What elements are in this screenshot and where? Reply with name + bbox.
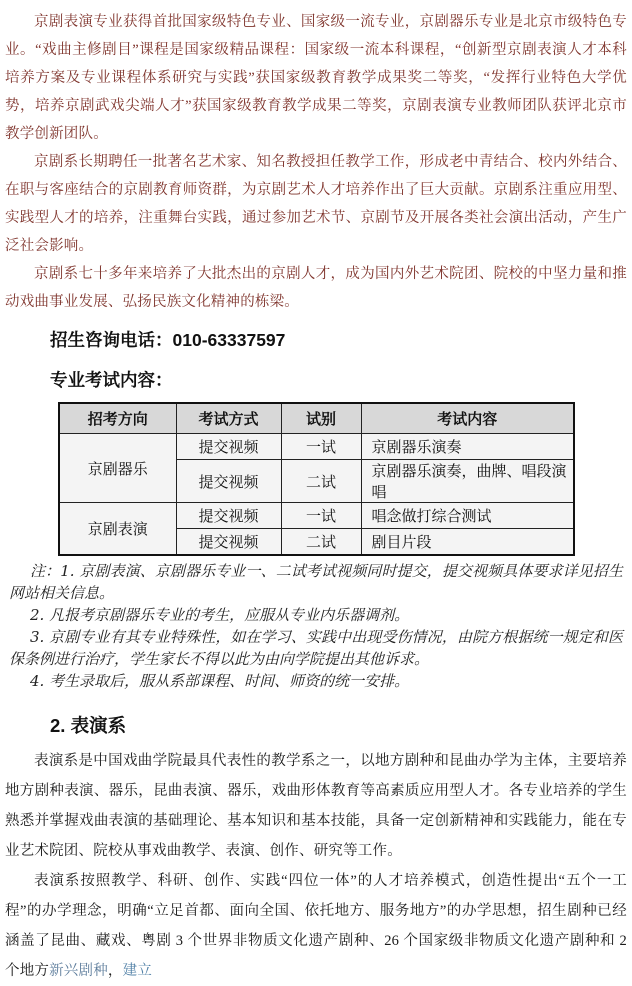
section2-paragraph-2 (5, 866, 627, 986)
note-item-1: 注：1. 京剧表演、京剧器乐专业一、二试考试视频同时提交，提交视频具体要求详见招生网站相关信息。 (9, 562, 623, 602)
header-content: 考试内容 (361, 403, 574, 434)
exam-table (58, 402, 575, 556)
section2-paragraph-2-comma: ， (107, 963, 123, 979)
highlighted-tail-text: 建立 (122, 963, 153, 979)
intro-paragraph-2: 京剧系长期聘任一批著名艺术家、知名教授担任教学工作，形成老中青结合、校内外结合、在职与客座结合的京剧教育师资群，为京剧艺术人才培养作出了巨大贡献。京剧系注重应用型、实践型人才的培养，注重舞台实践，通过参加艺术节、京剧节及开展各类社会演出活动，产生广泛社会影响。 (5, 154, 627, 254)
notes-block (9, 560, 623, 692)
content-cell: 唱念做打综合测试 (361, 503, 574, 529)
header-round: 试别 (281, 403, 361, 434)
round-cell: 一试 (281, 434, 361, 460)
table-row (59, 434, 574, 460)
mode-cell: 提交视频 (176, 434, 281, 460)
admissions-phone-line: 招生咨询电话：010-63337597 (50, 330, 286, 350)
section2-paragraph-2-main: 表演系按照教学、科研、创作、实践“四位一体”的人才培养模式，创造性提出“五个一工程”的办学理念，明确“立足首都、面向全国、依托地方、服务地方”的办学思想，招生剧种已经涵盖了昆曲、藏戏、粤剧 3 个世界非物质文化遗产剧种、26 个国家级非物质文化遗产剧种和 2 个地方 (5, 873, 627, 979)
highlighted-text: 新兴剧种 (49, 963, 108, 979)
direction-cell: 京剧表演 (59, 503, 176, 556)
note-item-4: 4. 考生录取后，服从系部课程、时间、师资的统一安排。 (30, 672, 410, 690)
header-direction: 招考方向 (59, 403, 176, 434)
note-item-2: 2. 凡报考京剧器乐专业的考生，应服从专业内乐器调剂。 (30, 606, 410, 624)
content-cell: 京剧器乐演奏，曲牌、唱段演唱 (361, 460, 574, 503)
exam-table-header-row (59, 403, 574, 434)
table-row (59, 503, 574, 529)
intro-paragraph-1: 京剧表演专业获得首批国家级特色专业、国家级一流专业，京剧器乐专业是北京市级特色专业。“戏曲主修剧目”课程是国家级精品课程：国家级一流本科课程，“创新型京剧表演人才本科培养方案及专业课程体系研究与实践”获国家级教育教学成果奖二等奖，“发挥行业特色大学优势，培养京剧武戏尖端人才”获国家级教育教学成果二等奖，京剧表演专业教师团队获评北京市教学创新团队。 (5, 14, 627, 142)
content-cell: 京剧器乐演奏 (361, 434, 574, 460)
note-item-3: 3. 京剧专业有其专业特殊性，如在学习、实践中出现受伤情况，由院方根据统一规定和医保条例进行治疗，学生家长不得以此为由向学院提出其他诉求。 (9, 628, 623, 668)
section2-paragraph-1: 表演系是中国戏曲学院最具代表性的教学系之一，以地方剧种和昆曲办学为主体，主要培养地方剧种表演、器乐，昆曲表演、器乐，戏曲形体教育等高素质应用型人才。各专业培养的学生熟悉并掌握戏曲表演的基础理论、基本知识和基本技能，具备一定创新精神和实践能力，能在专业艺术院团、院校从事戏曲教学、表演、创作、研究等工作。 (5, 753, 627, 859)
mode-cell: 提交视频 (176, 529, 281, 556)
exam-content-heading: 专业考试内容： (50, 370, 173, 390)
header-mode: 考试方式 (176, 403, 281, 434)
intro-paragraph-3: 京剧系七十多年来培养了大批杰出的京剧人才，成为国内外艺术院团、院校的中坚力量和推动戏曲事业发展、弘扬民族文化精神的栋梁。 (5, 266, 627, 310)
round-cell: 二试 (281, 460, 361, 503)
direction-cell: 京剧器乐 (59, 434, 176, 503)
round-cell: 二试 (281, 529, 361, 556)
section-heading-performance-dept: 2. 表演系 (50, 715, 127, 736)
round-cell: 一试 (281, 503, 361, 529)
content-cell: 剧目片段 (361, 529, 574, 556)
mode-cell: 提交视频 (176, 503, 281, 529)
mode-cell: 提交视频 (176, 460, 281, 503)
